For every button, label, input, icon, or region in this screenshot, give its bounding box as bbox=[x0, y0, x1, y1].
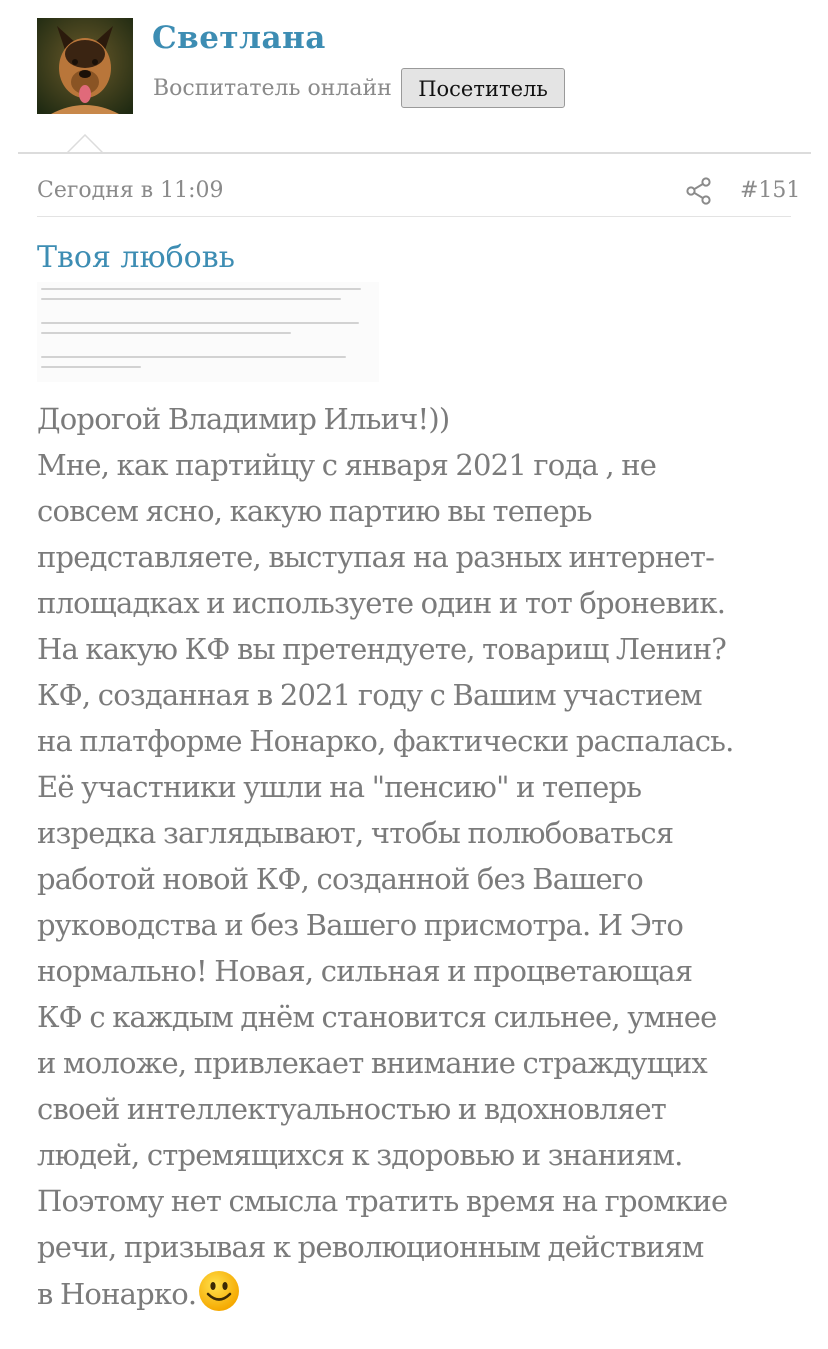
post-body-line: КФ с каждым днём становится сильнее, умнее bbox=[37, 1000, 717, 1034]
post-body-line: совсем ясно, какую партию вы теперь bbox=[37, 494, 592, 528]
post-body-line: Мне, как партийцу с января 2021 года , не bbox=[37, 448, 657, 482]
share-icon[interactable] bbox=[686, 177, 712, 205]
post-body-line: изредка заглядывают, чтобы полюбоваться bbox=[37, 816, 674, 850]
post-body-line: нормально! Новая, сильная и процветающая bbox=[37, 954, 693, 988]
post-body-line: речи, призывая к революционным действиям bbox=[37, 1230, 704, 1264]
post-body-line: своей интеллектуальностью и вдохновляет bbox=[37, 1092, 667, 1126]
post-body-line: Дорогой Владимир Ильич!)) bbox=[37, 402, 450, 436]
meta-divider bbox=[37, 216, 791, 217]
role-badge[interactable]: Посетитель bbox=[401, 68, 565, 108]
author-title: Воспитатель онлайн bbox=[153, 76, 392, 101]
post-body-line: на платформе Нонарко, фактически распалась. bbox=[37, 724, 734, 758]
post-body-line: КФ, созданная в 2021 году с Вашим участием bbox=[37, 678, 702, 712]
post-body-line: представляете, выступая на разных интернет- bbox=[37, 540, 715, 574]
header-pointer-notch bbox=[67, 134, 103, 154]
post-body bbox=[37, 396, 817, 1317]
post-body-line: руководства и без Вашего присмотра. И Это bbox=[37, 908, 683, 942]
post-heading[interactable]: Твоя любовь bbox=[37, 240, 235, 275]
post-body-line: На какую КФ вы претендуете, товарищ Ленин? bbox=[37, 632, 727, 666]
post-body-line: Её участники ушли на "пенсию" и теперь bbox=[37, 770, 642, 804]
post-body-line: и моложе, привлекает внимание страждущих bbox=[37, 1046, 707, 1080]
avatar[interactable] bbox=[37, 18, 133, 114]
quoted-text-image[interactable] bbox=[37, 282, 379, 382]
smiley-emoji-icon bbox=[198, 1270, 240, 1312]
post-body-line: в Нонарко. bbox=[37, 1270, 817, 1317]
author-name[interactable]: Светлана bbox=[152, 20, 326, 56]
german-shepherd-avatar-icon bbox=[37, 18, 133, 114]
post-body-line: работой новой КФ, созданной без Вашего bbox=[37, 862, 643, 896]
header-divider bbox=[18, 152, 811, 154]
post-date[interactable]: Сегодня в 11:09 bbox=[37, 178, 224, 203]
post-body-line: людей, стремящихся к здоровью и знаниям. bbox=[37, 1138, 683, 1172]
post-body-line: площадках и используете один и тот броневик. bbox=[37, 586, 726, 620]
post-body-line: Поэтому нет смысла тратить время на громкие bbox=[37, 1184, 728, 1218]
post-number[interactable]: #151 bbox=[740, 178, 801, 203]
